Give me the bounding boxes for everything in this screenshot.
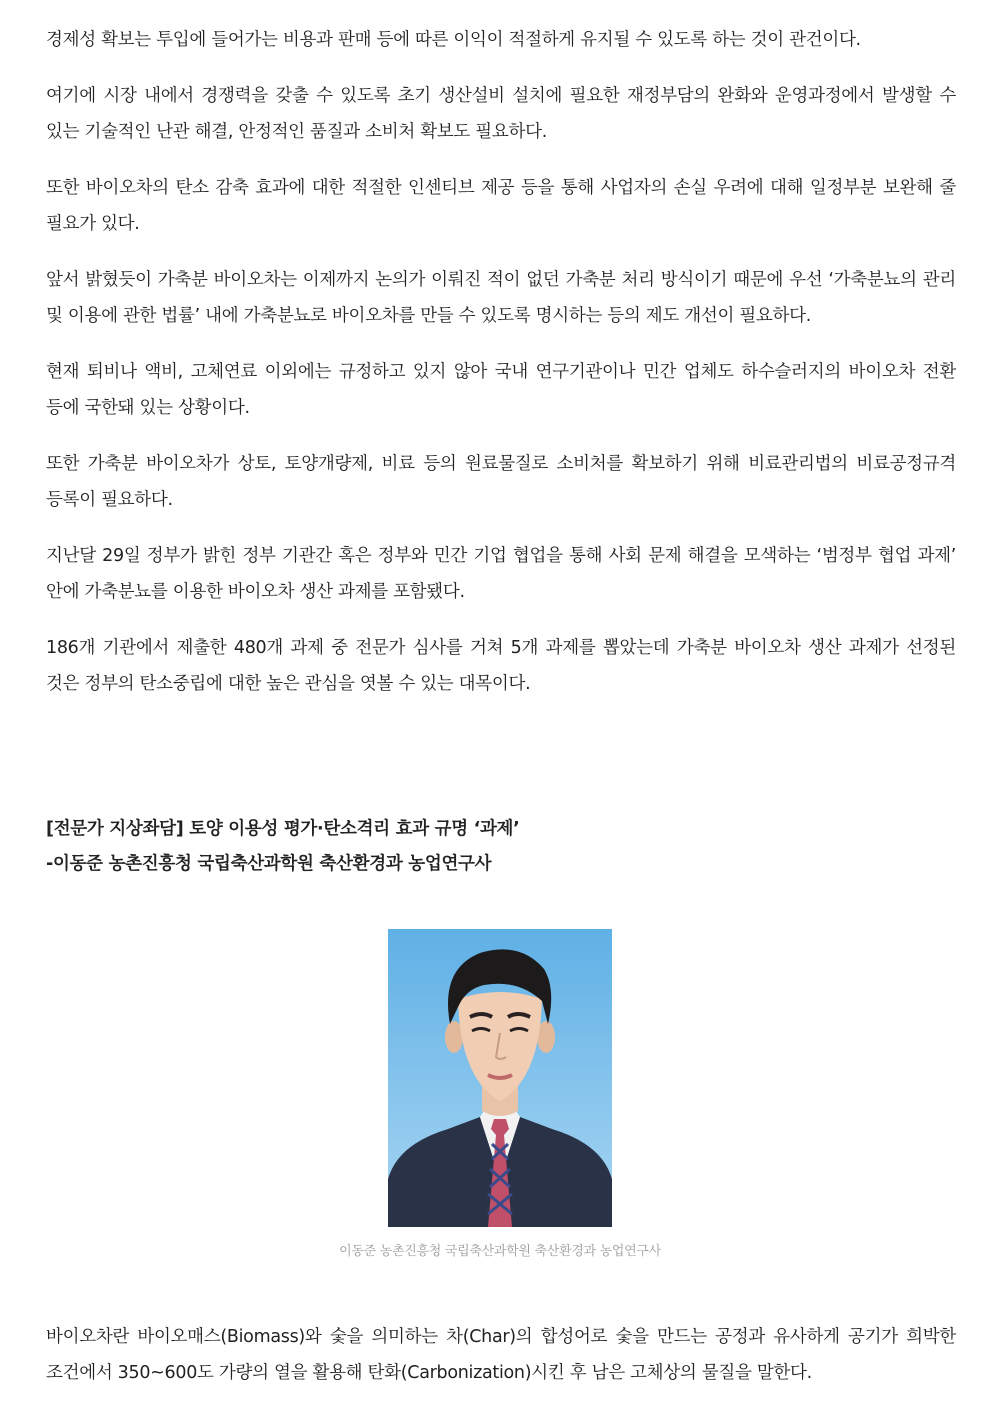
article-body: [46, 22, 956, 722]
photo-caption: 이동준 농촌진흥청 국립축산과학원 축산환경과 농업연구사: [339, 1244, 661, 1259]
section-title-line1: [전문가 지상좌담] 토양 이용성 평가·탄소격리 효과 규명 ‘과제’: [46, 819, 520, 839]
paragraph: 또한 가축분 바이오차가 상토, 토양개량제, 비료 등의 원료물질로 소비처를 확보하기 위해 비료관리법의 비료공정규격 등록이 필요하다.: [46, 454, 956, 510]
paragraph: 바이오차란 바이오매스(Biomass)와 숯을 의미하는 차(Char)의 합성어로 숯을 만드는 공정과 유사하게 공기가 희박한 조건에서 350~600도 가량의 열을 활용해 탄화(Carbonization)시킨 후 남은 고체상의 물질을 말한다.: [46, 1327, 956, 1383]
article-body-continued: [46, 1319, 956, 1411]
paragraph: 앞서 밝혔듯이 가축분 바이오차는 이제까지 논의가 이뤄진 적이 없던 가축분 처리 방식이기 때문에 우선 ‘가축분뇨의 관리 및 이용에 관한 법률’ 내에 가축분뇨로 바이오차를 만들 수 있도록 명시하는 등의 제도 개선이 필요하다.: [46, 270, 956, 326]
portrait-photo: [388, 929, 612, 1227]
section-heading: [46, 812, 956, 882]
paragraph: 또한 바이오차의 탄소 감축 효과에 대한 적절한 인센티브 제공 등을 통해 사업자의 손실 우려에 대해 일정부분 보완해 줄 필요가 있다.: [46, 178, 956, 234]
paragraph: 현재 퇴비나 액비, 고체연료 이외에는 규정하고 있지 않아 국내 연구기관이나 민간 업체도 하수슬러지의 바이오차 전환 등에 국한돼 있는 상황이다.: [46, 362, 956, 418]
section-title-line2: -이동준 농촌진흥청 국립축산과학원 축산환경과 농업연구사: [46, 854, 492, 874]
paragraph: 지난달 29일 정부가 밝힌 정부 기관간 혹은 정부와 민간 기업 협업을 통해 사회 문제 해결을 모색하는 ‘범정부 협업 과제’ 안에 가축분뇨를 이용한 바이오차 생산 과제를 포함됐다.: [46, 546, 956, 602]
paragraph: 186개 기관에서 제출한 480개 과제 중 전문가 심사를 거쳐 5개 과제를 뽑았는데 가축분 바이오차 생산 과제가 선정된 것은 정부의 탄소중립에 대한 높은 관심을 엿볼 수 있는 대목이다.: [46, 638, 956, 694]
paragraph: 여기에 시장 내에서 경쟁력을 갖출 수 있도록 초기 생산설비 설치에 필요한 재정부담의 완화와 운영과정에서 발생할 수 있는 기술적인 난관 해결, 안정적인 품질과 소비처 확보도 필요하다.: [46, 86, 956, 142]
paragraph: 경제성 확보는 투입에 들어가는 비용과 판매 등에 따른 이익이 적절하게 유지될 수 있도록 하는 것이 관건이다.: [46, 30, 861, 50]
